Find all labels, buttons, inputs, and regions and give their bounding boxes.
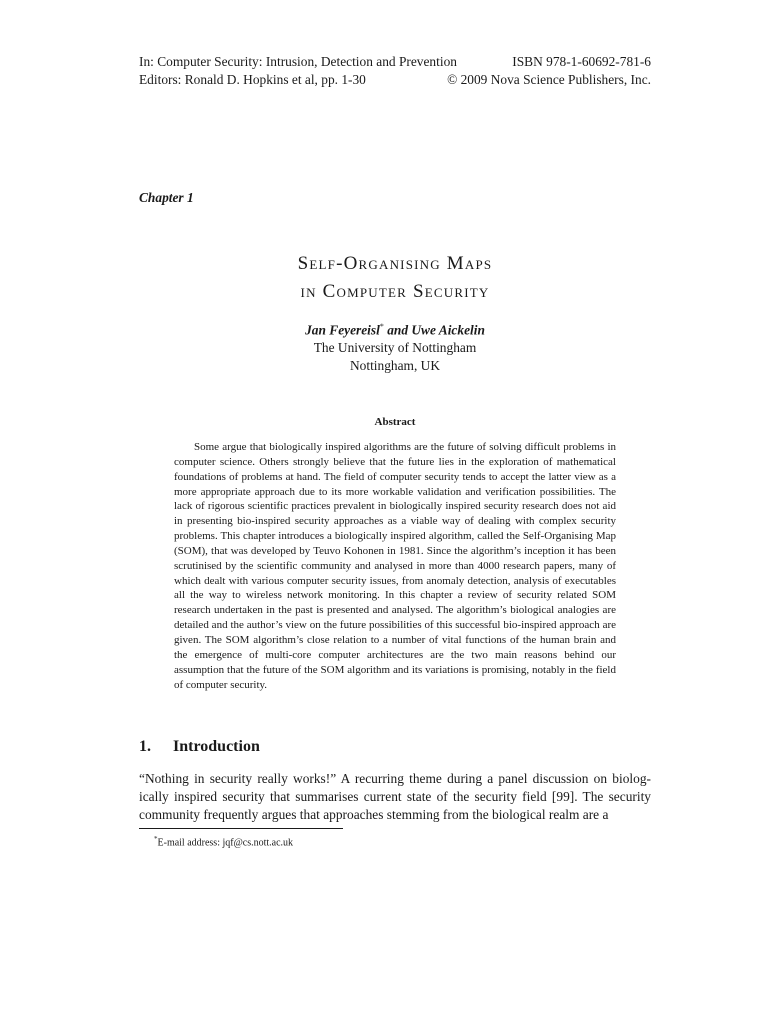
footnote-email: E-mail address: jqf@cs.nott.ac.uk (157, 837, 294, 849)
copyright: © 2009 Nova Science Publishers, Inc. (447, 72, 651, 87)
abstract-text: Some argue that biologically inspired algorithms are the future of solving difficult problems in computer science. Others strongly believe that the future lies in the exploration of mathematical foundations of problems at hand. The field of computer security tends to accept the latter view as a more appropriate approach due to its more workable validation and verification possibilities. The lack of rigorous scientific practices prevalent in biologically inspired security research does not aid in presenting bio-inspired security approaches as a viable way of dealing with complex security problems. This chapter introduces a biologically inspired algorithm, called the Self-Organising Map (SOM), that was developed by Teuvo Kohonen in 1981. Since the algorithm’s inception it has been scrutinised by the scientific community and analysed in more than 4000 research papers, many of which dealt with various computer security issues, from anomaly detection, analysis of executables all the way to wireless network monitoring. In this chapter a review of security related SOM research undertaken in the past is presented and analysed. The algorithm’s biological analogies are detailed and the author’s view on the future possibilities of this successful bio-inspired approach are given. The SOM algorithm’s close relation to a number of vital functions of the human brain and the emergence of multi-core computer architectures are the two main reasons behind our assumption that the future of the SOM algorithm and its variations is promising, notably in the field of computer security. (174, 441, 616, 691)
section-number: 1. (139, 738, 151, 755)
editors: Editors: Ronald D. Hopkins et al, pp. 1-30 (139, 72, 366, 87)
book-title: In: Computer Security: Intrusion, Detection and Prevention (139, 54, 457, 69)
title-line-1: Self-Organising Maps (297, 253, 493, 274)
title-line-2: in Computer Security (300, 281, 490, 302)
affiliation: The University of Nottingham (313, 340, 477, 356)
author-names (139, 318, 651, 339)
section-heading (139, 738, 260, 756)
footnote (154, 833, 293, 849)
section-title: Introduction (173, 738, 260, 755)
other-authors: and Uwe Aickelin (383, 322, 485, 338)
running-header (139, 53, 651, 89)
footnote-divider (139, 828, 343, 829)
isbn: ISBN 978-1-60692-781-6 (512, 54, 651, 69)
abstract-heading: Abstract (374, 416, 416, 428)
chapter-label: Chapter 1 (139, 190, 194, 205)
location: Nottingham, UK (349, 358, 440, 374)
footnote-mark: * (379, 322, 384, 331)
header-row-2 (139, 71, 651, 89)
first-author: Jan Feyereisl (305, 322, 380, 338)
intro-paragraph: “Nothing in security really works!” A recurring theme during a panel discussion on biologically inspired security that summarises current state of the security field [99]. The security community frequently argues that approaches stemming from the biological realm are a (139, 771, 651, 822)
paper-title (139, 250, 651, 306)
author-block (139, 318, 651, 375)
header-row-1 (139, 53, 651, 71)
footnote-marker: * (154, 835, 158, 843)
